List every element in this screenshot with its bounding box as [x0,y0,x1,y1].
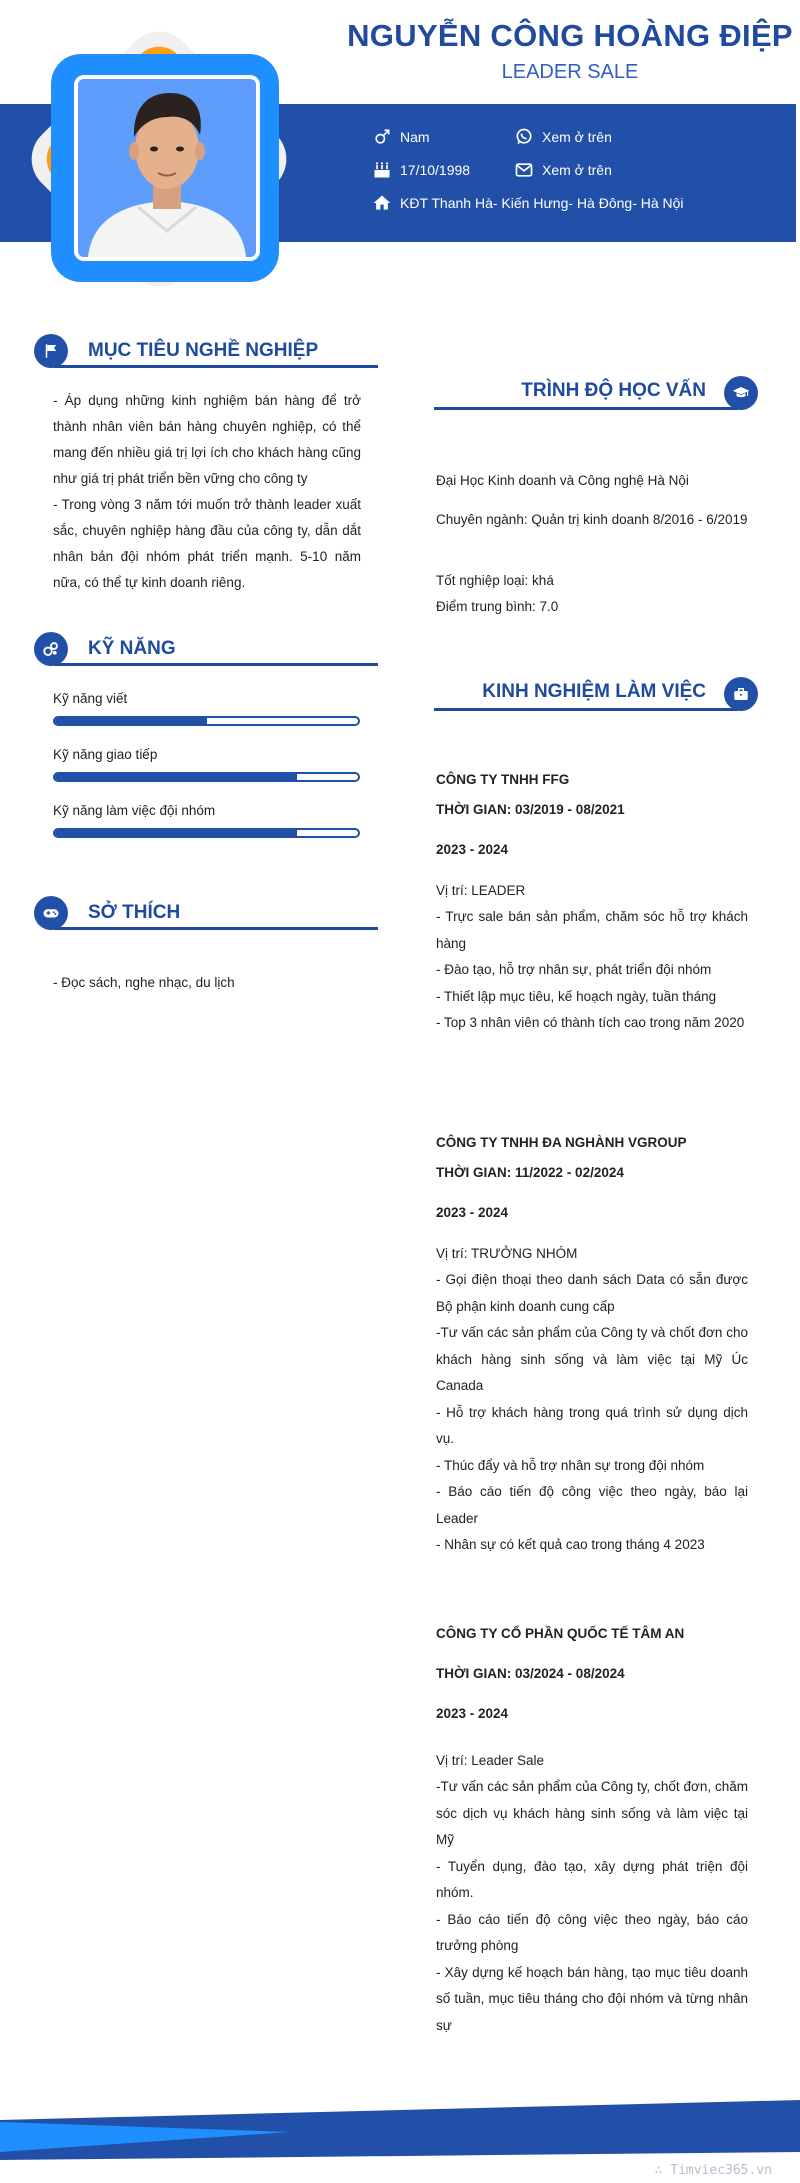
gender-row [372,127,430,147]
home-icon [372,193,392,213]
gender-value: Nam [400,129,430,145]
job-company: CÔNG TY TNHH FFG [436,772,570,787]
job-time: THỜI GIAN: 11/2022 - 02/2024 [436,1165,624,1180]
graduation-cap-icon [724,376,758,410]
job-description-line: - Gọi điện thoại theo danh sách Data có sẵn được Bộ phận kinh doanh cung cấp [436,1272,748,1314]
avatar-frame [24,24,294,294]
flag-icon [34,334,68,368]
gender-icon [372,127,392,147]
skill-bar [53,828,360,838]
section-underline [54,365,378,368]
candidate-role: LEADER SALE [501,61,639,83]
section-title: MỤC TIÊU NGHỀ NGHIỆP [88,340,319,361]
job-time: THỜI GIAN: 03/2024 - 08/2024 [436,1666,625,1681]
email-row [514,160,612,180]
job-position: Vị trí: LEADER [436,883,526,898]
section-title: SỞ THÍCH [88,902,181,923]
envelope-icon [514,160,534,180]
birthday-row [372,160,470,180]
job-description [436,904,748,1037]
candidate-name: NGUYỄN CÔNG HOÀNG ĐIỆP [347,18,793,53]
cogs-icon [34,632,68,666]
job-company: CÔNG TY TNHH ĐA NGHÀNH VGROUP [436,1135,687,1150]
job-description-line: - Xây dựng kế hoạch bán hàng, tạo mục tiêu doanh số tuần, mục tiêu tháng cho đội nhóm và từng nhân sự [436,1964,748,2033]
education-gpa: Điểm trung bình: 7.0 [436,599,559,614]
job-entry [436,770,748,1037]
address-value: KĐT Thanh Hà- Kiến Hưng- Hà Đông- Hà Nội [400,195,684,211]
education-school: Đại Học Kinh doanh và Công nghệ Hà Nội [436,473,689,488]
person-portrait [78,79,256,257]
section-hobbies-header [34,892,378,936]
skill-label: Kỹ năng làm việc đội nhóm [53,803,216,818]
job-position: Vị trí: TRƯỞNG NHÓM [436,1246,578,1261]
skill-bar-fill [55,718,207,724]
job-description-line: - Top 3 nhân viên có thành tích cao trong năm 2020 [436,1015,745,1030]
skill-bar [53,772,360,782]
job-description [436,1267,748,1559]
career-goal-text [53,388,361,596]
career-goal-line: - Áp dụng những kinh nghiệm bán hàng để trở thành nhân viên bán hàng chuyên nghiệp, có thể mang đến nhiều giá trị lợi ích cho khách hàng cũng như giá trị phát triển bền vững cho công ty [53,393,361,486]
education-grade: Tốt nghiệp loại: khá [436,573,554,588]
job-year: 2023 - 2024 [436,842,509,857]
job-description-line: -Tư vấn các sản phẩm của Công ty, chốt đơn, chăm sóc dịch vụ khách hàng sinh sống và làm việc tại Mỹ [436,1779,748,1847]
job-description-line: - Đào tạo, hỗ trợ nhân sự, phát triển đội nhóm [436,962,712,977]
skill-bar [53,716,360,726]
job-time: THỜI GIAN: 03/2019 - 08/2021 [436,802,625,817]
briefcase-icon [724,677,758,711]
job-year: 2023 - 2024 [436,1205,509,1220]
gamepad-icon [34,896,68,930]
job-description [436,1774,748,2039]
avatar-photo [78,79,256,257]
job-description-line: - Trực sale bán sản phẩm, chăm sóc hỗ trợ khách hàng [436,909,748,951]
job-year: 2023 - 2024 [436,1706,509,1721]
job-position: Vị trí: Leader Sale [436,1753,545,1768]
career-goal-line: - Trong vòng 3 năm tới muốn trở thành leader xuất sắc, chuyên nghiệp hàng đầu của công ty, dẫn dắt nhân bản đội nhóm phát triển mạnh. 5-10 năm nữa, có thể tự kinh doanh riêng. [53,497,361,590]
section-underline [54,927,378,930]
address-row [372,193,684,213]
section-title: KINH NGHIỆM LÀM VIỆC [482,681,706,702]
skill-bar-fill [55,830,297,836]
job-description-line: -Tư vấn các sản phẩm của Công ty và chốt đơn cho khách hàng sinh sống và làm việc tại Mỹ Úc Canada [436,1325,748,1393]
education-major: Chuyên ngành: Quản trị kinh doanh 8/2016 - 6/2019 [436,512,748,527]
section-experience-header [434,673,758,717]
job-entry [436,1624,748,2039]
job-description-line: - Thúc đẩy và hỗ trợ nhân sự trong đội nhóm [436,1457,705,1473]
phone-icon [514,127,534,147]
phone-value: Xem ở trên [542,129,612,145]
job-description-line: - Thiết lập mục tiêu, kế hoạch ngày, tuần tháng [436,988,717,1004]
job-description-line: - Báo cáo tiến độ công việc theo ngày, báo cáo trưởng phòng [436,1911,748,1953]
job-description-line: - Báo cáo tiến độ công việc theo ngày, báo lại Leader [436,1484,748,1526]
job-description-line: - Hỗ trợ khách hàng trong quá trình sử dụng dịch vụ. [436,1404,748,1446]
skill-label: Kỹ năng viết [53,691,128,706]
section-education-header [434,372,758,416]
section-underline [54,663,378,666]
section-skills-header [34,628,378,672]
job-entry [436,1133,748,1559]
section-title: KỸ NĂNG [88,638,176,659]
job-description-line: - Nhân sự có kết quả cao trong tháng 4 2023 [436,1537,705,1552]
phone-row [514,127,612,147]
hobbies-text: - Đọc sách, nghe nhạc, du lịch [53,975,235,990]
birthday-cake-icon [372,160,392,180]
footer-wave [0,2100,800,2170]
job-company: CÔNG TY CỔ PHẦN QUỐC TẾ TÂM AN [436,1626,685,1641]
section-career-goal-header [34,330,378,374]
birthday-value: 17/10/1998 [400,162,471,178]
skill-label: Kỹ năng giao tiếp [53,747,158,762]
section-title: TRÌNH ĐỘ HỌC VẤN [521,380,706,401]
section-underline [434,708,738,711]
skill-bar-fill [55,774,297,780]
watermark-text: ∴ Timviec365.vn [654,2163,772,2178]
section-underline [434,407,738,410]
job-description-line: - Tuyển dụng, đào tạo, xây dựng phát triện đội nhóm. [436,1858,748,1900]
email-value: Xem ở trên [542,162,612,178]
